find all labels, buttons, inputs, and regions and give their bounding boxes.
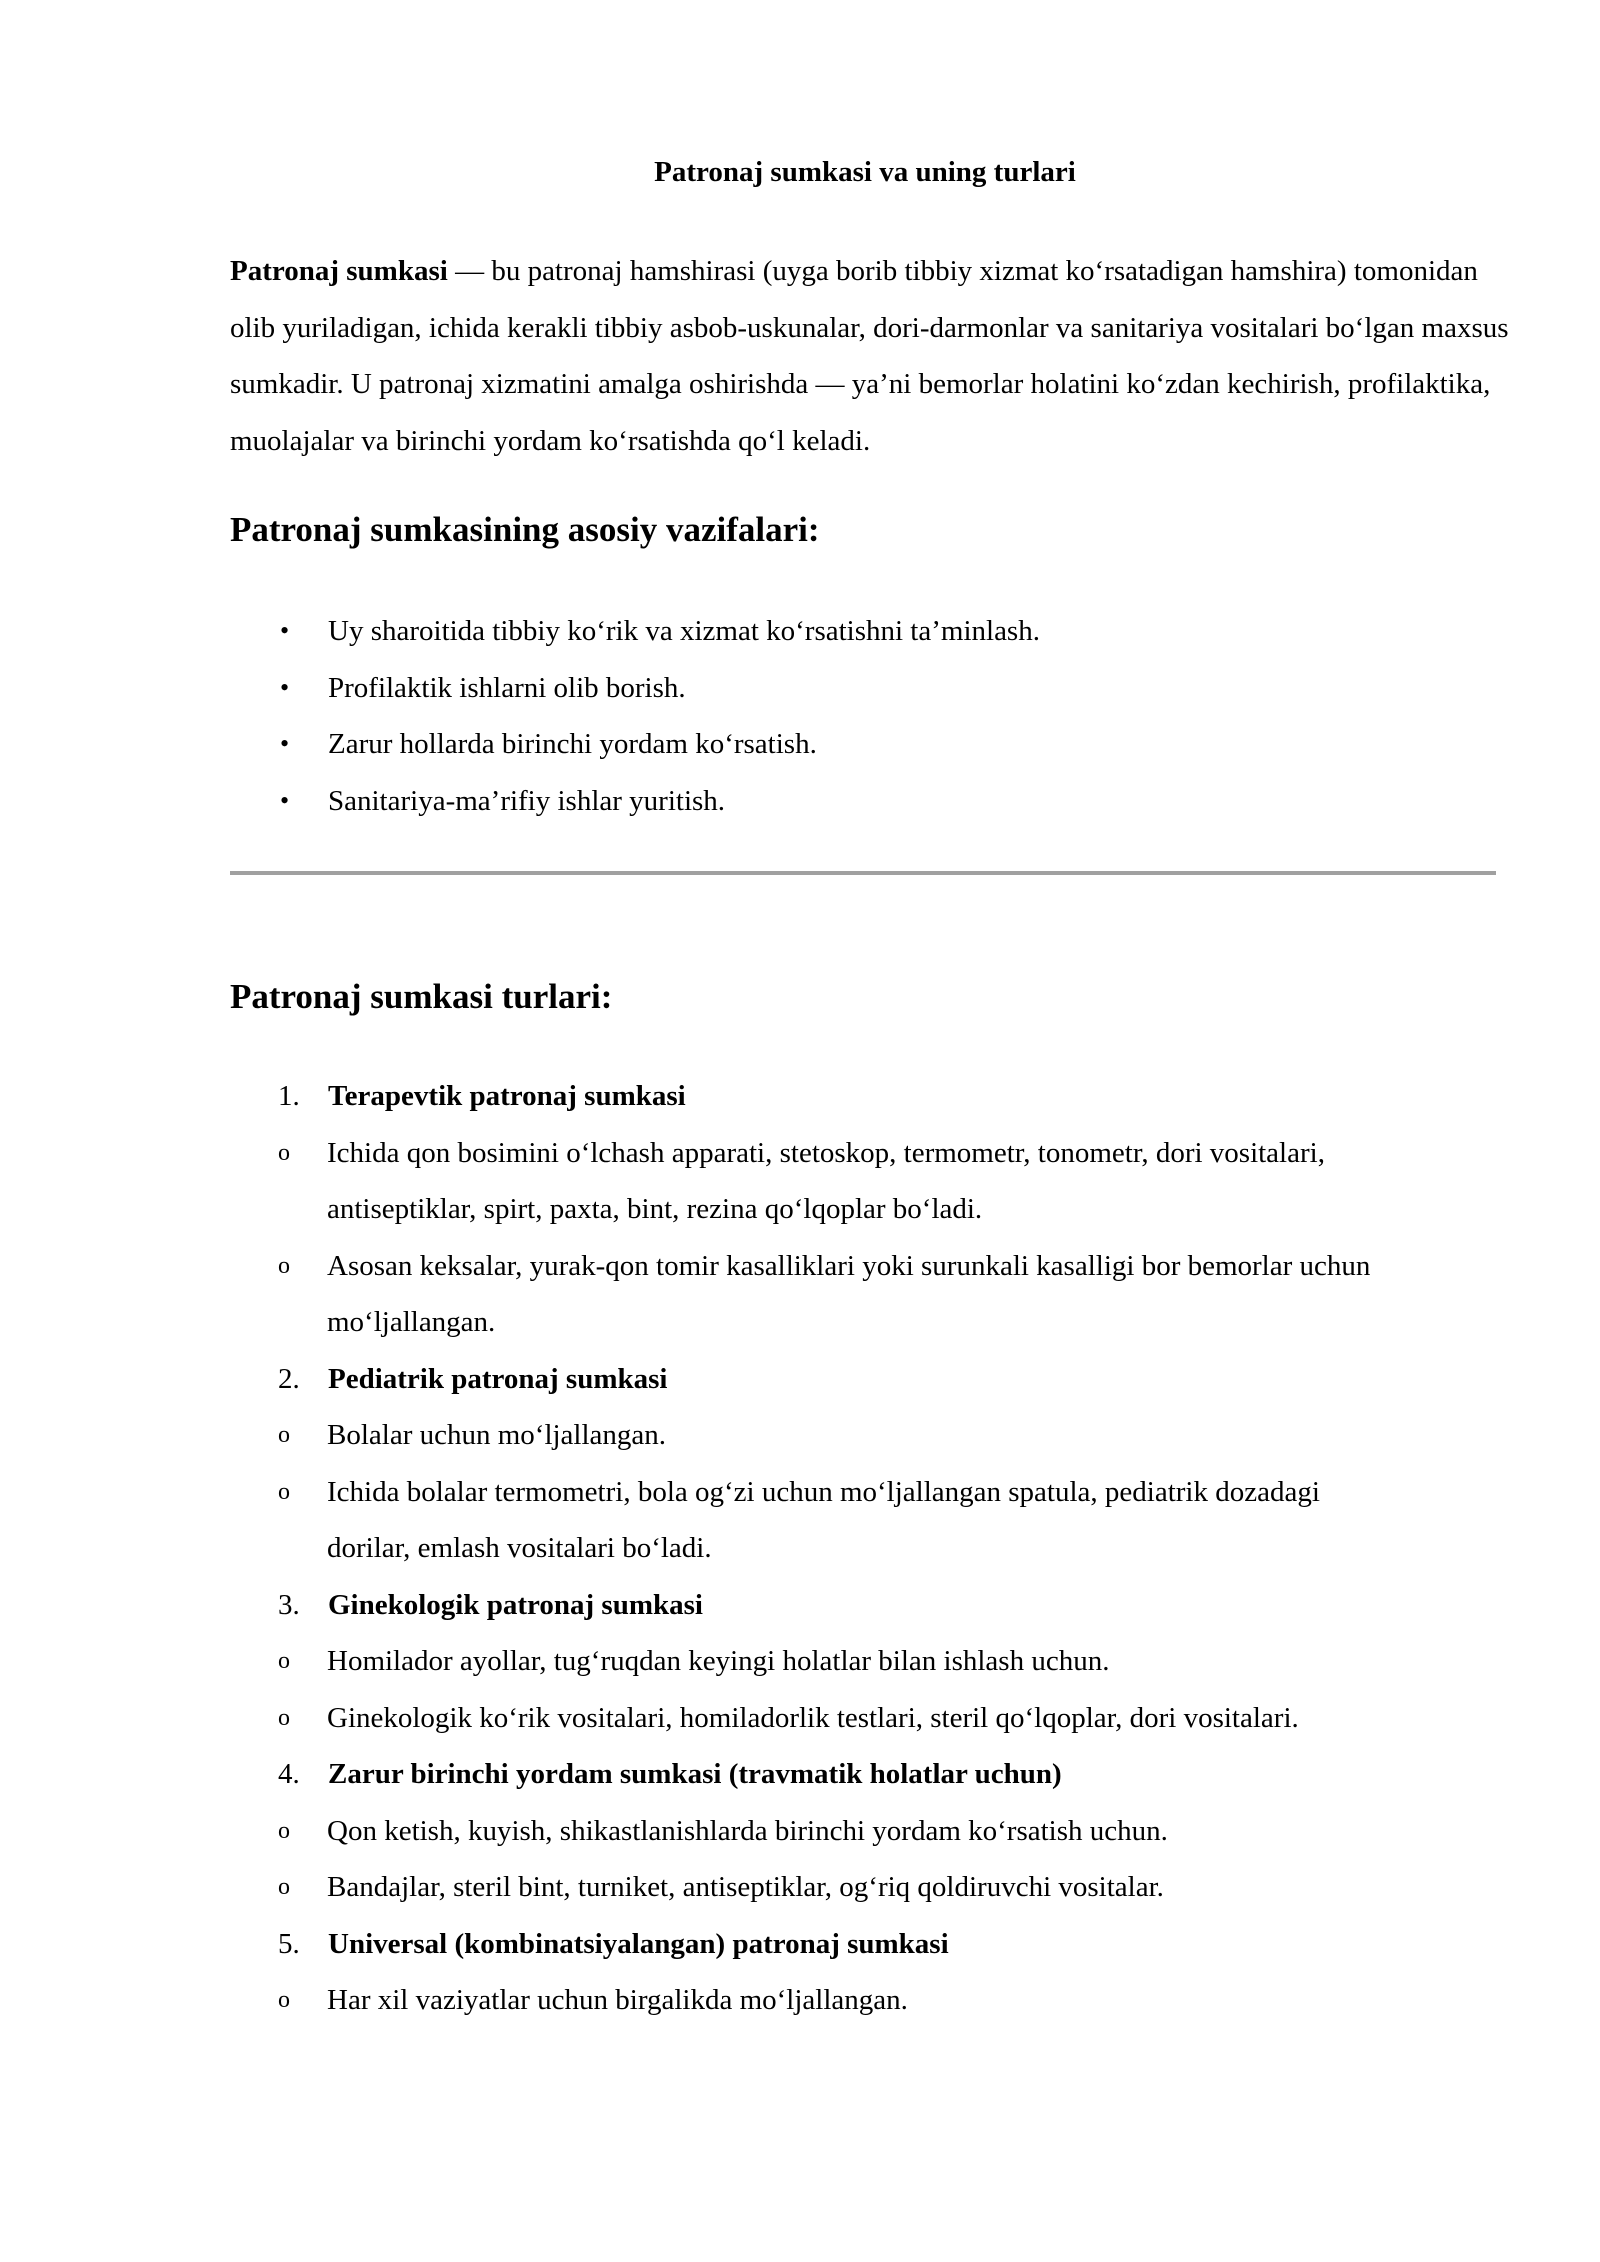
functions-list-item bbox=[230, 773, 1510, 830]
functions-item-text: Uy sharoitida tibbiy koʻrik va xizmat koʻrsatishni taʼminlash. bbox=[328, 615, 1040, 647]
functions-item-text: Profilaktik ishlarni olib borish. bbox=[328, 671, 686, 704]
sub-bullet-icon: o bbox=[278, 1874, 290, 1900]
sub-item-text: Bandajlar, steril bint, turniket, antiseptiklar, ogʻriq qoldiruvchi vositalar. bbox=[327, 1871, 1164, 1903]
type-number: 2. bbox=[278, 1362, 300, 1395]
type-sub-item bbox=[230, 1972, 1377, 2029]
sub-item-text: Asosan keksalar, yurak-qon tomir kasalliklari yoki surunkali kasalligi bor bemorlar uchun moʻljallangan. bbox=[327, 1249, 1371, 1338]
functions-item-text: Sanitariya-maʼrifiy ishlar yuritish. bbox=[328, 784, 726, 817]
type-sublist-wrapper bbox=[230, 1633, 1510, 1746]
sub-item-text: Homilador ayollar, tugʻruqdan keyingi holatlar bilan ishlash uchun. bbox=[327, 1645, 1110, 1677]
type-sublist-wrapper bbox=[230, 1972, 1510, 2029]
type-title: Ginekologik patronaj sumkasi bbox=[328, 1588, 703, 1621]
type-sublist bbox=[230, 1125, 1510, 1351]
type-item-birinchi-yordam bbox=[230, 1746, 1510, 1803]
type-item-pediatrik bbox=[230, 1351, 1510, 1408]
functions-heading: Patronaj sumkasining asosiy vazifalari: bbox=[230, 510, 820, 549]
type-sub-item bbox=[230, 1407, 1377, 1464]
bullet-icon: • bbox=[280, 672, 290, 702]
type-sublist-wrapper bbox=[230, 1803, 1510, 1916]
functions-list-item bbox=[230, 603, 1510, 660]
sub-bullet-icon: o bbox=[278, 1817, 290, 1844]
functions-item-text: Zarur hollarda birinchi yordam koʻrsatish. bbox=[328, 728, 817, 760]
document-title: Patronaj sumkasi va uning turlari bbox=[654, 156, 1076, 188]
sub-bullet-icon: o bbox=[278, 1139, 290, 1166]
type-sublist-wrapper bbox=[230, 1407, 1510, 1577]
type-sub-item bbox=[230, 1633, 1377, 1690]
type-item-terapevtik bbox=[230, 1068, 1510, 1125]
sub-bullet-icon: o bbox=[278, 1422, 290, 1448]
functions-list-item bbox=[230, 660, 1510, 717]
bullet-icon: • bbox=[280, 616, 290, 645]
type-sublist bbox=[230, 1803, 1510, 1916]
sub-item-text: Bolalar uchun moʻljallangan. bbox=[327, 1419, 667, 1451]
type-sub-item bbox=[230, 1125, 1377, 1238]
type-sublist bbox=[230, 1972, 1510, 2029]
sub-bullet-icon: o bbox=[278, 1252, 290, 1279]
sub-item-text: Ichida bolalar termometri, bola ogʻzi uchun moʻljallangan spatula, pediatrik dozadagi dorilar, emlash vositalari boʻladi. bbox=[327, 1475, 1320, 1564]
type-item-universal bbox=[230, 1916, 1510, 1973]
sub-bullet-icon: o bbox=[278, 1704, 290, 1731]
type-title: Universal (kombinatsiyalangan) patronaj sumkasi bbox=[328, 1927, 949, 1960]
type-title: Pediatrik patronaj sumkasi bbox=[328, 1362, 668, 1395]
type-number: 3. bbox=[278, 1588, 300, 1621]
type-sub-item bbox=[230, 1238, 1377, 1351]
sub-item-text: Har xil vaziyatlar uchun birgalikda moʻljallangan. bbox=[327, 1984, 908, 2016]
type-number: 4. bbox=[278, 1758, 300, 1790]
bullet-icon: • bbox=[280, 785, 290, 815]
type-sub-item bbox=[230, 1803, 1377, 1860]
type-number: 5. bbox=[278, 1927, 300, 1960]
type-sublist bbox=[230, 1633, 1510, 1746]
sub-bullet-icon: o bbox=[278, 1648, 290, 1674]
types-list bbox=[230, 1068, 1510, 2029]
type-sublist-wrapper bbox=[230, 1125, 1510, 1351]
type-sub-item bbox=[230, 1859, 1377, 1916]
intro-term: Patronaj sumkasi bbox=[230, 255, 448, 287]
functions-list bbox=[230, 603, 1510, 829]
sub-bullet-icon: o bbox=[278, 1987, 290, 2013]
types-heading: Patronaj sumkasi turlari: bbox=[230, 977, 613, 1016]
type-item-ginekologik bbox=[230, 1577, 1510, 1634]
horizontal-divider bbox=[230, 871, 1496, 875]
sub-bullet-icon: o bbox=[278, 1478, 290, 1505]
type-number: 1. bbox=[278, 1080, 300, 1112]
sub-item-text: Ichida qon bosimini oʻlchash apparati, stetoskop, termometr, tonometr, dori vositalari, antiseptiklar, spirt, paxta, bint, rezina qoʻlqoplar boʻladi. bbox=[327, 1136, 1325, 1225]
bullet-icon: • bbox=[280, 729, 290, 758]
type-sub-item bbox=[230, 1690, 1377, 1747]
intro-paragraph bbox=[230, 243, 1510, 469]
type-title: Zarur birinchi yordam sumkasi (travmatik holatlar uchun) bbox=[328, 1758, 1062, 1790]
sub-item-text: Ginekologik koʻrik vositalari, homiladorlik testlari, steril qoʻlqoplar, dori vositalari. bbox=[327, 1701, 1299, 1734]
type-sublist bbox=[230, 1407, 1510, 1577]
functions-list-item bbox=[230, 716, 1510, 773]
sub-item-text: Qon ketish, kuyish, shikastlanishlarda birinchi yordam koʻrsatish uchun. bbox=[327, 1814, 1168, 1847]
type-sub-item bbox=[230, 1464, 1377, 1577]
intro-text: — bu patronaj hamshirasi (uyga borib tibbiy xizmat koʻrsatadigan hamshira) tomonidan olib yuriladigan, ichida kerakli tibbiy asbob-uskunalar, dori-darmonlar va sanitariya vositalari boʻlgan maxsus sumkadir. U patronaj xizmatini amalga oshirishda — yaʼni bemorlar holatini koʻzdan kechirish, profilaktika, muolajalar va birinchi yordam koʻrsatishda qoʻl keladi. bbox=[230, 255, 1509, 457]
type-title: Terapevtik patronaj sumkasi bbox=[328, 1080, 686, 1112]
